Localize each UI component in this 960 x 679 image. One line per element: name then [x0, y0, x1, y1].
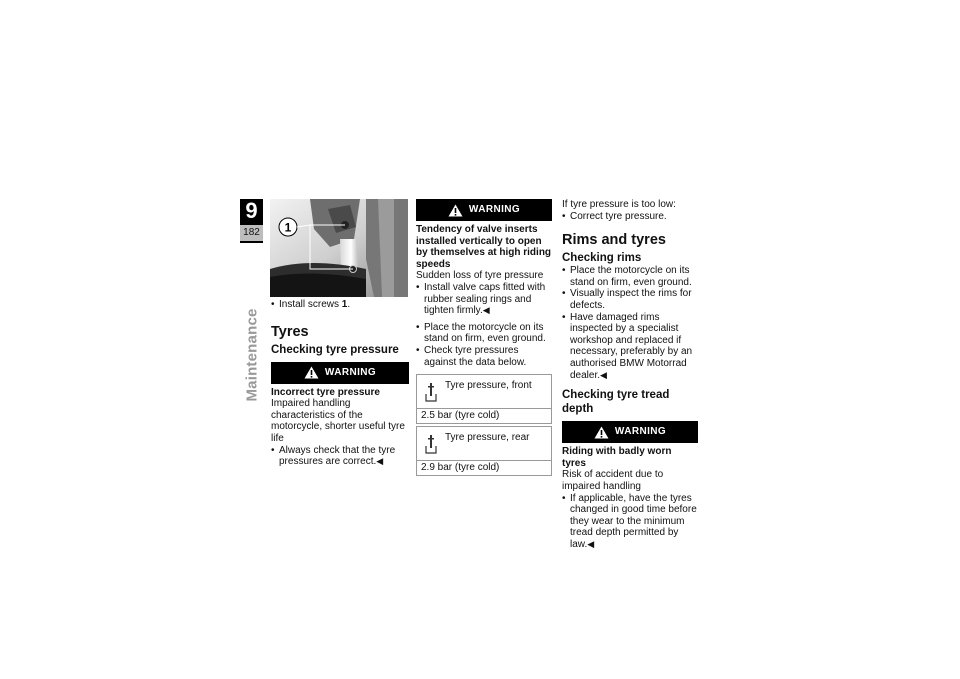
warning-step: • Always check that the tyre pressures are correct.◀: [271, 445, 409, 468]
spec-value: 2.5 bar (tyre cold): [421, 410, 500, 422]
warning-title: Tendency of valve inserts installed vertically to open by themselves at high riding speeds: [416, 224, 552, 270]
rear-wheel-illustration: [270, 199, 408, 297]
chapter-tab: [240, 199, 263, 243]
warning-body: Risk of accident due to impaired handling: [562, 469, 664, 492]
section-heading-rims-and-tyres: Rims and tyres: [562, 232, 666, 249]
end-of-section-icon: ◀: [376, 456, 384, 467]
warning-label: WARNING: [324, 366, 377, 378]
end-of-section-icon: ◀: [587, 538, 595, 549]
warning-title: Incorrect tyre pressure: [271, 386, 380, 398]
subheading-checking-tyre-pressure: Checking tyre pressure: [271, 343, 399, 356]
low-pressure-intro: If tyre pressure is too low:: [562, 199, 676, 210]
column-2: [416, 199, 552, 476]
warning-label: WARNING: [614, 426, 667, 438]
list-item: • Correct tyre pressure.: [562, 211, 698, 223]
column-3: [562, 199, 698, 550]
warning-step: • If applicable, have the tyres changed in good time before they wear to the minimum tread depth permitted by law.◀: [562, 493, 698, 551]
list-item: • Visually inspect the rims for defects.: [562, 288, 698, 311]
section-label-text: Maintenance: [243, 308, 261, 402]
warning-banner: [562, 421, 698, 443]
spec-label: Tyre pressure, rear: [445, 432, 530, 444]
warning-icon: [594, 426, 609, 439]
tyre-valve-icon: [425, 434, 437, 454]
warning-banner: [416, 199, 552, 221]
warning-body: Impaired handling characteristics of the motorcycle, shorter useful tyre life: [271, 398, 405, 444]
list-item: • Place the motorcycle on its stand on firm, even ground.: [416, 322, 552, 345]
column-1: [271, 299, 409, 468]
section-heading-tyres: Tyres: [271, 323, 309, 340]
warning-icon: [448, 204, 463, 217]
warning-icon: [304, 366, 319, 379]
page-number: 182: [240, 225, 263, 241]
warning-banner: [271, 362, 409, 384]
list-item: • Have damaged rims inspected by a specialist workshop and replaced if necessary, preferably by an authorised BMW Motorrad dealer.◀: [562, 312, 698, 382]
subheading-checking-rims: Checking rims: [562, 252, 642, 265]
end-of-section-icon: ◀: [600, 369, 607, 380]
spec-box-rear: [416, 426, 552, 476]
end-of-section-icon: ◀: [482, 305, 490, 316]
list-item: • Place the motorcycle on its stand on firm, even ground.: [562, 265, 698, 288]
callout-ref: 1: [341, 299, 348, 310]
rear-wheel-photo: [270, 199, 408, 297]
spec-label: Tyre pressure, front: [445, 380, 532, 392]
install-screws-step: • Install screws 1.: [271, 299, 409, 311]
subheading-checking-tread-depth: Checking tyre tread depth: [562, 389, 670, 416]
list-item: • Check tyre pressures against the data below.: [416, 345, 552, 368]
warning-step: • Install valve caps fitted with rubber sealing rings and tighten firmly.◀: [416, 282, 552, 317]
section-label: [240, 308, 264, 402]
warning-label: WARNING: [468, 204, 521, 216]
figure-callout: 1: [284, 220, 292, 235]
spec-value: 2.9 bar (tyre cold): [421, 462, 500, 474]
warning-body: Sudden loss of tyre pressure: [416, 270, 544, 282]
warning-title: Riding with badly worn tyres: [562, 446, 672, 469]
tyre-valve-icon: [425, 382, 437, 402]
chapter-number: 9: [245, 198, 258, 223]
spec-box-front: [416, 374, 552, 424]
